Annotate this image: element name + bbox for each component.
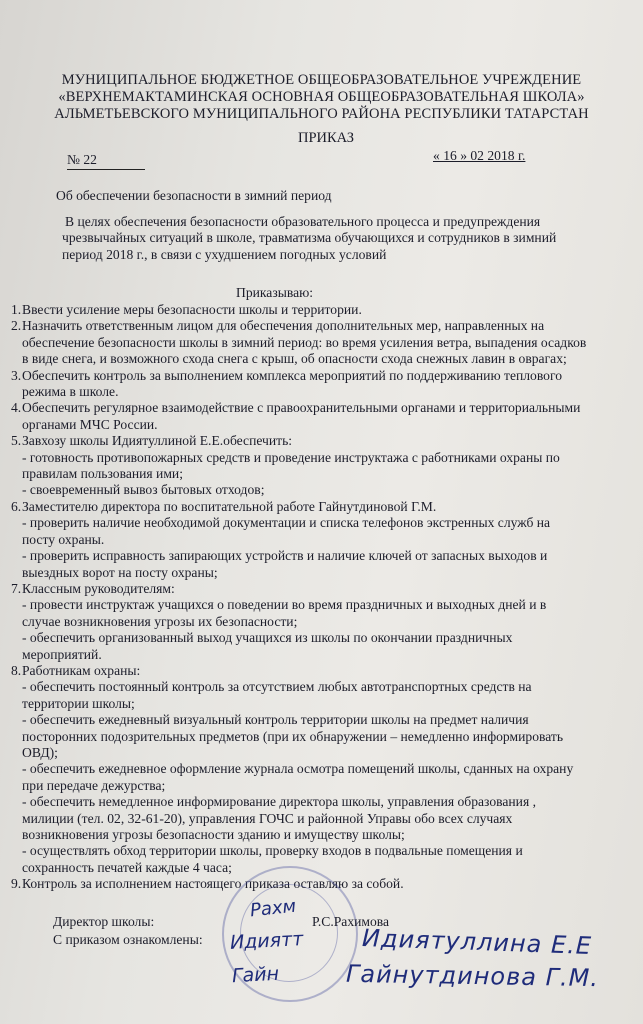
item-line: - провести инструктаж учащихся о поведении во время праздничных и выходных дней и в	[22, 597, 547, 613]
item-number: 7.	[11, 580, 22, 596]
item-line: Назначить ответственным лицом для обеспечения дополнительных мер, направленных на	[22, 318, 545, 334]
ack-signature-2: Гайн	[231, 962, 280, 988]
document-title: ПРИКАЗ	[298, 130, 355, 146]
item-line: Завхозу школы Идиятуллиной Е.Е.обеспечить:	[22, 433, 293, 449]
item-line: - готовность противопожарных средств и проведение инструктажа с работниками охраны по	[22, 449, 560, 465]
item-line: Классным руководителям:	[22, 580, 175, 596]
item-line: - обеспечить постоянный контроль за отсутствием любых автотранспортных средств на	[22, 679, 532, 695]
intro-line: В целях обеспечения безопасности образовательного процесса и предупреждения	[65, 214, 541, 229]
item-line: при передаче дежурства;	[22, 777, 166, 793]
item-line: обеспечение безопасности школы в зимний период: во время усиления ветра, выпадения осадков	[22, 334, 587, 350]
item-line: мероприятий.	[22, 646, 102, 662]
order-item	[11, 498, 637, 581]
order-item	[11, 318, 637, 367]
director-signature: Рахм	[249, 895, 298, 922]
item-line: органами МЧС России.	[22, 416, 158, 432]
order-item	[11, 433, 637, 499]
item-number: 3.	[11, 367, 22, 383]
item-line: - своевременный вывоз бытовых отходов;	[22, 482, 265, 498]
item-number: 5.	[11, 433, 22, 449]
item-line: Заместителю директора по воспитательной работе Гайнутдиновой Г.М.	[22, 498, 437, 514]
header-line-3: АЛЬМЕТЬЕВСКОГО МУНИЦИПАЛЬНОГО РАЙОНА РЕСПУБЛИКИ ТАТАРСТАН	[54, 106, 589, 122]
header-line-2: «ВЕРХНЕМАКТАМИНСКАЯ ОСНОВНАЯ ОБЩЕОБРАЗОВАТЕЛЬНАЯ ШКОЛА»	[58, 89, 585, 105]
item-line: ОВД);	[22, 744, 58, 760]
item-line: - осуществлять обход территории школы, проверку входов в подвальные помещения и	[22, 843, 523, 859]
item-line: Обеспечить регулярное взаимодействие с правоохранительными органами и территориальными	[22, 400, 581, 416]
item-line: режима в школе.	[22, 384, 119, 400]
item-line: сохранность печатей каждые 4 часа;	[22, 859, 232, 875]
item-line: выездных ворот на посту охраны;	[22, 564, 218, 580]
item-line: возникновения угрозы безопасности зданию и имуществу школы;	[22, 827, 405, 842]
intro-line: чрезвычайных ситуаций в школе, травматизма обучающихся и сотрудников в зимний	[62, 230, 557, 246]
item-number: 6.	[11, 498, 22, 514]
item-line: - обеспечить ежедневное оформление журнала осмотра помещений школы, сданных на охрану	[22, 761, 574, 777]
item-line: - обеспечить организованный выход учащихся из школы по окончании праздничных	[22, 630, 513, 646]
acknowledged-label: С приказом ознакомлены:	[53, 932, 203, 947]
order-date: « 16 » 02 2018 г.	[433, 148, 526, 163]
order-items	[11, 302, 637, 893]
item-line: в виде снега, и возможного схода снега с крыш, об опасности схода снежных лавин в оврагах;	[22, 351, 567, 367]
item-line: правилам пользования ими;	[22, 466, 183, 482]
item-line: Работникам охраны:	[22, 662, 141, 678]
institution-header	[0, 72, 643, 123]
header-line-1: МУНИЦИПАЛЬНОЕ БЮДЖЕТНОЕ ОБЩЕОБРАЗОВАТЕЛЬНОЕ УЧРЕЖДЕНИЕ	[61, 72, 582, 88]
item-line: - обеспечить ежедневный визуальный контроль территории школы на предмет наличия	[22, 712, 529, 728]
order-item	[11, 580, 637, 663]
item-line: территории школы;	[22, 695, 135, 711]
ack-handwritten-name-2: Гайнутдинова Г.М.	[345, 959, 600, 993]
item-line: Контроль за исполнением настоящего приказа оставляю за собой.	[22, 876, 404, 892]
item-line: посту охраны.	[22, 531, 105, 547]
item-number: 9.	[11, 876, 22, 892]
order-item	[11, 302, 637, 318]
intro-paragraph	[62, 214, 556, 263]
item-line: - проверить исправность запирающих устройств и наличие ключей от запасных выходов и	[22, 548, 548, 564]
item-number: 1.	[11, 302, 22, 317]
ack-signature-1: Идиятт	[229, 928, 304, 954]
order-word: Приказываю:	[236, 285, 314, 300]
item-line: Обеспечить контроль за выполнением комплекса мероприятий по поддерживанию теплового	[22, 367, 562, 383]
item-number: 8.	[11, 662, 22, 678]
item-number: 2.	[11, 318, 22, 334]
director-name: Р.С.Рахимова	[312, 914, 390, 929]
order-item	[11, 662, 637, 876]
order-item	[11, 400, 637, 433]
item-line: случае возникновения угрозы их безопасности;	[22, 613, 298, 629]
item-line: посторонних подозрительных предметов (при их обнаружении – немедленно информировать	[22, 728, 564, 744]
order-number: № 22	[67, 152, 145, 170]
item-number: 4.	[11, 400, 22, 416]
item-line: - обеспечить немедленное информирование директора школы, управления образования ,	[22, 794, 537, 810]
order-item	[11, 367, 637, 401]
director-role: Директор школы:	[53, 914, 155, 929]
ack-handwritten-name-1: Идиятуллина Е.Е	[361, 923, 593, 961]
item-line: милиции (тел. 02, 32-61-20), управления ГОЧС и районной Управы обо всех случаях	[22, 810, 513, 826]
intro-line: период 2018 г., в связи с ухудшением погодных условий	[62, 246, 387, 262]
order-subject: Об обеспечении безопасности в зимний период	[56, 188, 332, 203]
item-line: - проверить наличие необходимой документации и списка телефонов экстренных служб на	[22, 515, 551, 531]
item-line: Ввести усиление меры безопасности школы и территории.	[22, 302, 362, 317]
